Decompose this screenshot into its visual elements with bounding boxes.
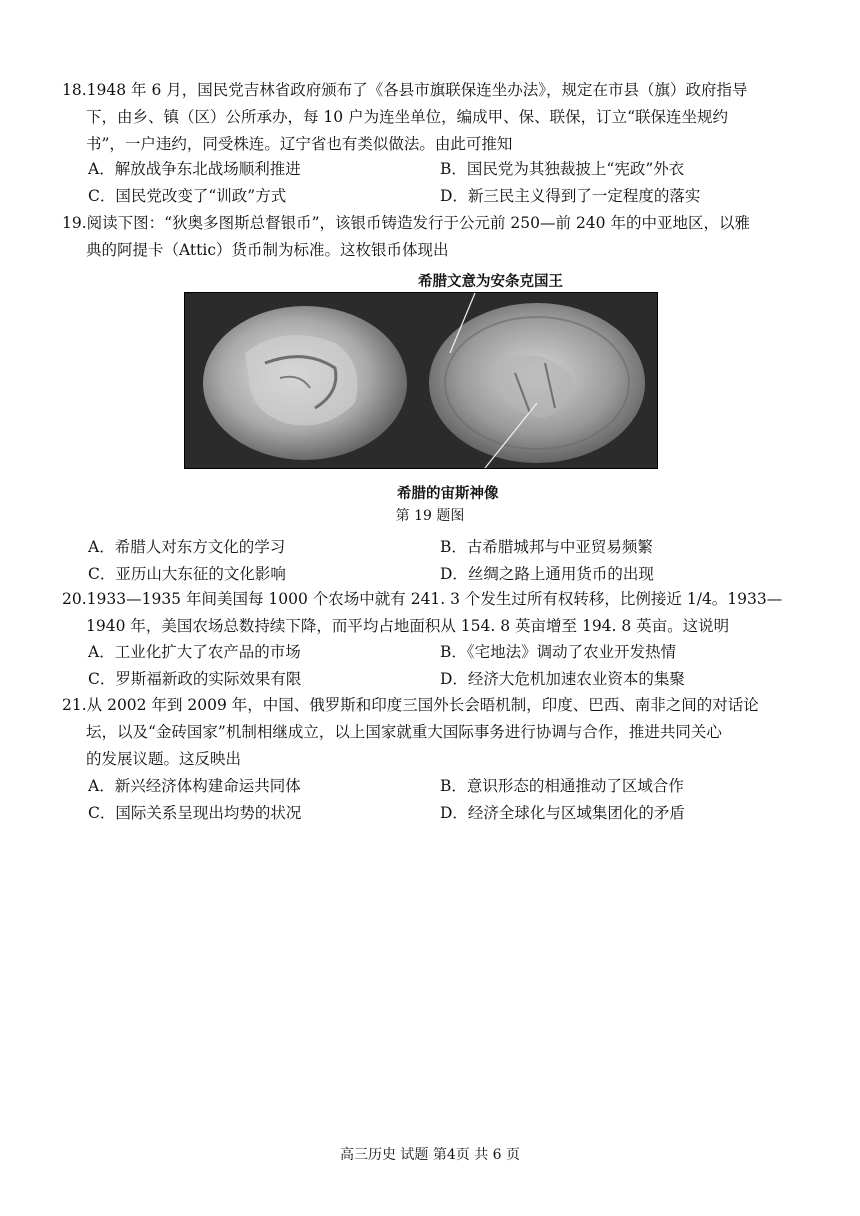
page-footer: 高三历史 试题 第4页 共 6 页 [339,1147,521,1163]
option-c: C．国际关系呈现出均势的状况 [88,804,302,822]
coin-image [185,293,657,468]
option-b: B．国民党为其独裁披上“宪政”外衣 [440,160,685,178]
option-a: A．新兴经济体构建命运共同体 [88,777,301,795]
question-19 [62,210,807,264]
question-21-line-1: 21.从 2002 年到 2009 年，中国、俄罗斯和印度三国外长会晤机制，印度、巴西、南非之间的对话论 [62,692,807,719]
question-number: 20. [62,590,87,608]
question-19-line-2: 典的阿提卡（Attic）货币制为标准。这枚银币体现出 [86,241,449,259]
option-a: A．希腊人对东方文化的学习 [88,538,286,556]
coin-obverse [203,306,407,460]
option-d: D．经济全球化与区域集团化的矛盾 [440,804,685,822]
question-21-line-3: 的发展议题。这反映出 [86,750,242,768]
question-20 [62,586,807,640]
question-20-options [88,639,808,693]
question-18-line-3: 书”，一户违约，同受株连。辽宁省也有类似做法。由此可推知 [86,135,513,153]
option-c: C．亚历山大东征的文化影响 [88,565,286,583]
figure-label-bottom: 希腊的宙斯神像 [397,486,499,502]
question-20-line-2: 1940 年，美国农场总数持续下降，而平均占地面积从 154. 8 英亩增至 194. 8 英亩。这说明 [86,617,730,635]
option-a: A．解放战争东北战场顺利推进 [88,160,301,178]
question-18-options [88,156,808,210]
question-21 [62,692,807,773]
coin-figure [184,292,658,469]
option-a: A．工业化扩大了农产品的市场 [88,643,301,661]
option-b: B．意识形态的相通推动了区域合作 [440,777,684,795]
option-c: C．国民党改变了“训政”方式 [88,187,287,205]
option-b: B．《宅地法》调动了农业开发热情 [440,643,677,661]
question-18 [62,77,807,158]
question-18-line-2: 下，由乡、镇（区）公所承办，每 10 户为连坐单位，编成甲、保、联保，订立“联保连坐规约 [86,108,729,126]
question-19-options [88,534,808,588]
question-number: 19. [62,214,87,232]
option-d: D．新三民主义得到了一定程度的落实 [440,187,701,205]
question-21-line-2: 坛，以及“金砖国家”机制相继成立，以上国家就重大国际事务进行协调与合作，推进共同关心 [86,723,722,741]
figure-label-top: 希腊文意为安条克国王 [418,274,563,290]
question-21-options [88,773,808,827]
question-19-line-1: 19.阅读下图：“狄奥多图斯总督银币”，该银币铸造发行于公元前 250—前 240 年的中亚地区，以雅 [62,210,807,237]
question-18-line-1: 18.1948 年 6 月，国民党吉林省政府颁布了《各县市旗联保连坐办法》，规定在市县（旗）政府指导 [62,77,807,104]
option-c: C．罗斯福新政的实际效果有限 [88,670,302,688]
option-d: D．丝绸之路上通用货币的出现 [440,565,654,583]
option-d: D．经济大危机加速农业资本的集聚 [440,670,685,688]
question-number: 21. [62,696,87,714]
figure-caption: 第 19 题图 [395,508,465,524]
question-number: 18. [62,81,87,99]
option-b: B．古希腊城邦与中亚贸易频繁 [440,538,653,556]
question-20-line-1: 20.1933—1935 年间美国每 1000 个农场中就有 241. 3 个发生过所有权转移，比例接近 1/4。1933— [62,586,807,613]
